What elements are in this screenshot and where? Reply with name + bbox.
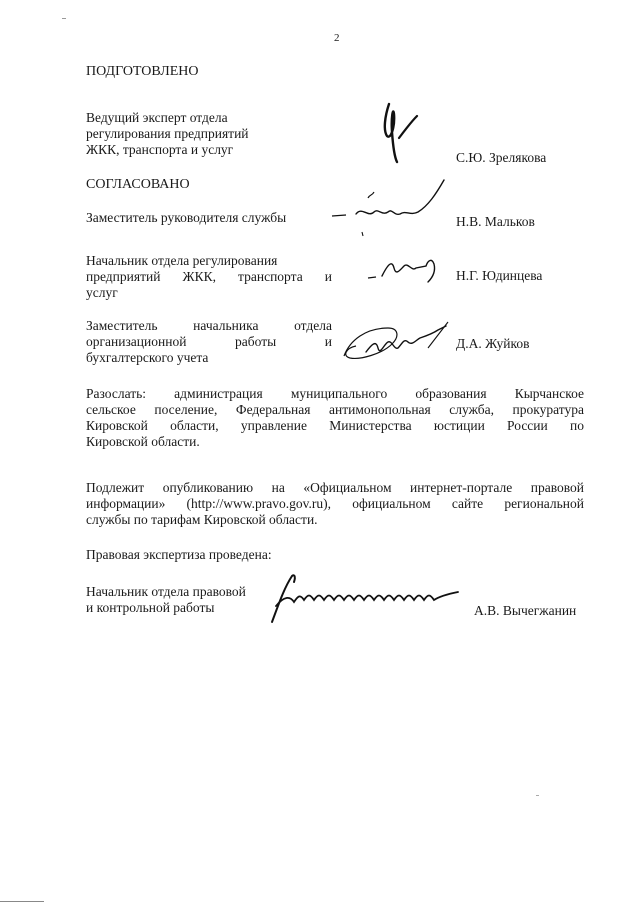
signatory-1-name: Н.В. Мальков — [456, 214, 535, 229]
signatory-position-line: Начальник отдела регулирования — [86, 253, 278, 268]
distribution-line: сельское поселение, Федеральная антимонопольная служба, прокуратура — [86, 402, 584, 417]
prepared-position-line: регулирования предприятий — [86, 126, 249, 141]
agreed-heading: СОГЛАСОВАНО — [86, 177, 190, 192]
distribution-line: Кировской области, управление Министерства юстиции России по — [86, 418, 584, 433]
publication-line: службы по тарифам Кировской области. — [86, 512, 318, 527]
legal-review-name: А.В. Вычегжанин — [474, 603, 577, 618]
distribution-line: Кировской области. — [86, 434, 200, 449]
legal-review-heading: Правовая экспертиза проведена: — [86, 547, 272, 562]
legal-review-position-line: и контрольной работы — [86, 600, 215, 615]
publication-line: информации» (http://www.pravo.gov.ru), официальном сайте региональной — [86, 496, 584, 511]
distribution-paragraph — [86, 386, 584, 450]
prepared-position — [86, 110, 316, 158]
signature-malkov — [328, 172, 458, 242]
page-number: 2 — [334, 32, 340, 44]
signatory-position-line: Заместитель руководителя службы — [86, 210, 287, 225]
publication-line: Подлежит опубликованию на «Официальном интернет-портале правовой — [86, 480, 584, 495]
signatory-position-line: Заместитель начальника отдела — [86, 318, 332, 333]
signatory-2-position — [86, 253, 332, 301]
signature-yudintseva — [366, 252, 446, 286]
signatory-2-name: Н.Г. Юдинцева — [456, 268, 543, 283]
signatory-3-name: Д.А. Жуйков — [456, 336, 530, 351]
prepared-name: С.Ю. Зрелякова — [456, 150, 547, 165]
signatory-position-line: бухгалтерского учета — [86, 350, 209, 365]
signatory-position-line: услуг — [86, 285, 118, 300]
legal-review-position-line: Начальник отдела правовой — [86, 584, 246, 599]
publication-paragraph — [86, 480, 584, 528]
prepared-position-line: ЖКК, транспорта и услуг — [86, 142, 234, 157]
scan-edge-line — [0, 901, 44, 902]
scan-speck — [62, 18, 66, 19]
signatory-position-line: организационной работы и — [86, 334, 332, 349]
prepared-position-line: Ведущий эксперт отдела — [86, 110, 228, 125]
signatory-position-line: предприятий ЖКК, транспорта и — [86, 269, 332, 284]
legal-review-position — [86, 584, 286, 616]
signatory-3-position — [86, 318, 332, 366]
distribution-line: Разослать: администрация муниципального образования Кырчанское — [86, 386, 584, 401]
signature-vychegzhanin — [262, 566, 472, 626]
prepared-heading: ПОДГОТОВЛЕНО — [86, 64, 199, 79]
signatory-1-position — [86, 210, 326, 226]
signature-zhuykov — [336, 318, 456, 370]
signature-zrelyakova — [375, 96, 425, 168]
scan-speck — [536, 795, 539, 796]
